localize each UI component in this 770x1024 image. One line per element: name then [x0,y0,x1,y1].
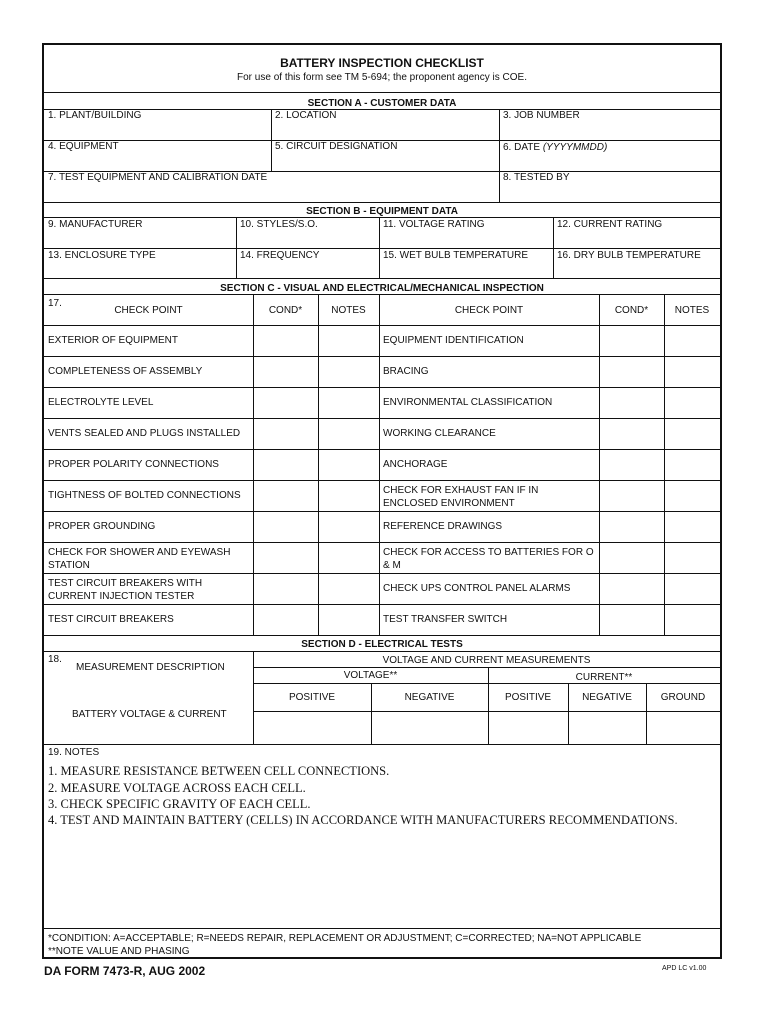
section-b-title: SECTION B - EQUIPMENT DATA [306,206,458,217]
negative-voltage-header: NEGATIVE [404,692,455,703]
checkpoint-right: CHECK FOR EXHAUST FAN IF IN ENCLOSED ENVIRONMENT [383,485,539,509]
checkpoint-right: CHECK UPS CONTROL PANEL ALARMS [383,583,571,594]
voltage-rating-label: 11. VOLTAGE RATING [383,219,485,230]
cond-header: COND* [268,305,303,316]
section-a-title: SECTION A - CUSTOMER DATA [307,98,457,109]
divider [664,294,665,635]
date-format-hint: (YYYYMMDD) [542,142,608,153]
checkpoint-right: ANCHORAGE [383,459,448,470]
styles-label: 10. STYLES/S.O. [240,219,318,230]
checkpoint-right: EQUIPMENT IDENTIFICATION [383,335,524,346]
ground-header: GROUND [660,692,706,703]
tested-by-label: 8. TESTED BY [503,172,570,183]
divider [44,418,720,419]
checkpoint-left: TIGHTNESS OF BOLTED CONNECTIONS [48,490,241,501]
divider [253,683,720,684]
checkpoint-left: ELECTROLYTE LEVEL [48,397,154,408]
divider [44,387,720,388]
divider [44,542,720,543]
notes-header-right: NOTES [674,305,710,316]
divider [599,294,600,635]
battery-voltage-current-row: BATTERY VOLTAGE & CURRENT [72,709,227,720]
divider [44,480,720,481]
note-line: 1. MEASURE RESISTANCE BETWEEN CELL CONNECTIONS. [48,764,390,778]
checkpoint-left: TEST CIRCUIT BREAKERS [48,614,174,625]
condition-footnote: *CONDITION: A=ACCEPTABLE; R=NEEDS REPAIR, REPLACEMENT OR ADJUSTMENT; C=CORRECTED; NA=NOT APPLICABLE [48,933,642,944]
test-equipment-label: 7. TEST EQUIPMENT AND CALIBRATION DATE [48,172,268,183]
date-label [503,142,607,154]
divider [318,294,319,635]
form-title: BATTERY INSPECTION CHECKLIST [280,56,484,70]
divider [44,109,720,110]
item-17-number: 17. [48,298,62,309]
checkpoint-right: CHECK FOR ACCESS TO BATTERIES FOR O & M [383,547,594,571]
voltage-header: VOLTAGE** [343,670,398,681]
checkpoint-right: ENVIRONMENTAL CLASSIFICATION [383,397,553,408]
wet-bulb-label: 15. WET BULB TEMPERATURE [383,250,529,261]
divider [44,217,720,218]
current-rating-label: 12. CURRENT RATING [557,219,663,230]
divider [44,744,720,745]
notes-header: NOTES [331,305,366,316]
checkpoint-left: TEST CIRCUIT BREAKERS WITH CURRENT INJECTION TESTER [48,578,203,602]
location-label: 2. LOCATION [275,110,337,121]
manufacturer-label: 9. MANUFACTURER [48,219,143,230]
negative-current-header: NEGATIVE [582,692,632,703]
checkpoint-right: TEST TRANSFER SWITCH [383,614,508,625]
form-subtitle: For use of this form see TM 5-694; the proponent agency is COE. [237,72,527,83]
form-id: DA FORM 7473-R, AUG 2002 [44,964,206,978]
note-line: 4. TEST AND MAINTAIN BATTERY (CELLS) IN ACCORDANCE WITH MANUFACTURERS RECOMMENDATIONS. [48,813,678,827]
divider [253,294,254,635]
check-point-header: CHECK POINT [114,305,183,316]
current-header: CURRENT** [575,672,633,683]
divider [44,511,720,512]
section-c-title: SECTION C - VISUAL AND ELECTRICAL/MECHANICAL INSPECTION [220,283,544,294]
circuit-designation-label: 5. CIRCUIT DESIGNATION [275,141,398,152]
vc-measurements-header: VOLTAGE AND CURRENT MEASUREMENTS [382,655,591,666]
enclosure-type-label: 13. ENCLOSURE TYPE [48,250,156,261]
checkpoint-right: BRACING [383,366,429,377]
note-line: 2. MEASURE VOLTAGE ACROSS EACH CELL. [48,781,306,795]
note-line: 3. CHECK SPECIFIC GRAVITY OF EACH CELL. [48,797,311,811]
checkpoint-left: PROPER POLARITY CONNECTIONS [48,459,219,470]
divider [499,109,500,202]
checkpoint-left: COMPLETENESS OF ASSEMBLY [48,366,203,377]
divider [44,278,720,279]
check-point-header-right: CHECK POINT [454,305,524,316]
divider [44,573,720,574]
measurement-description-header: MEASUREMENT DESCRIPTION [76,662,225,673]
inspection-form [42,43,722,959]
divider [44,92,720,93]
form-version: APD LC v1.00 [662,965,707,972]
divider [44,635,720,636]
divider [44,604,720,605]
note-value-footnote: **NOTE VALUE AND PHASING [48,946,190,957]
checkpoint-left: PROPER GROUNDING [48,521,156,532]
checkpoint-left: CHECK FOR SHOWER AND EYEWASH STATION [48,547,231,571]
divider [44,356,720,357]
checkpoint-left: EXTERIOR OF EQUIPMENT [48,335,179,346]
positive-voltage-header: POSITIVE [288,692,336,703]
divider [44,294,720,295]
divider [44,202,720,203]
equipment-label: 4. EQUIPMENT [48,141,119,152]
divider [44,449,720,450]
notes-label: 19. NOTES [48,747,100,758]
cond-header-right: COND* [614,305,649,316]
checkpoint-right: REFERENCE DRAWINGS [383,521,503,532]
divider [44,651,720,652]
divider [379,294,380,635]
job-number-label: 3. JOB NUMBER [503,110,580,121]
checkpoint-left: VENTS SEALED AND PLUGS INSTALLED [48,428,241,439]
item-18-number: 18. [48,654,62,665]
positive-current-header: POSITIVE [504,692,552,703]
divider [253,711,720,712]
divider [253,667,720,668]
divider [44,325,720,326]
plant-building-label: 1. PLANT/BUILDING [48,110,142,121]
divider [44,928,720,929]
dry-bulb-label: 16. DRY BULB TEMPERATURE [557,250,701,261]
frequency-label: 14. FREQUENCY [240,250,320,261]
divider [44,248,720,249]
date-label-text: 6. DATE [503,142,541,153]
checkpoint-right: WORKING CLEARANCE [383,428,496,439]
section-d-title: SECTION D - ELECTRICAL TESTS [301,639,463,650]
